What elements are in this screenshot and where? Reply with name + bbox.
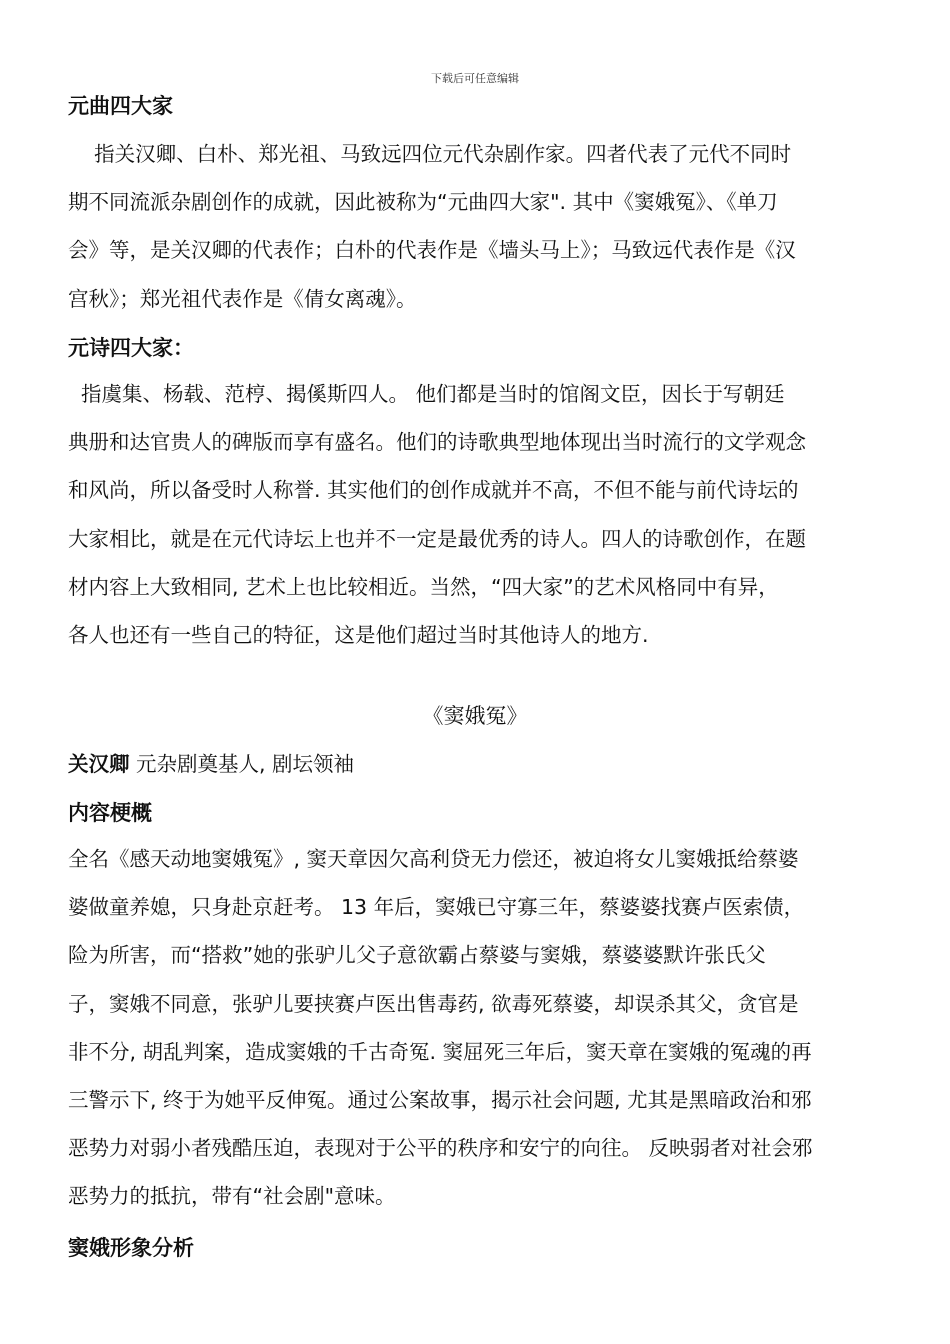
- text-line: 典册和达官贵人的碑版而享有盛名。他们的诗歌典型地体现出当时流行的文学观念: [68, 430, 806, 455]
- text-line: 大家相比，就是在元代诗坛上也并不一定是最优秀的诗人。四人的诗歌创作，在题: [68, 526, 806, 551]
- text-line: 三警示下, 终于为她平反伸冤。通过公案故事，揭示社会问题, 尤其是黑暗政治和邪: [68, 1088, 812, 1113]
- text-line: 全名《感天动地窦娥冤》, 窦天章因欠高利贷无力偿还，被迫将女儿窦娥抵给蔡婆: [68, 847, 799, 871]
- text-line: 婆做童养媳，只身赴京赶考。 13 年后，窦娥已守寡三年，蔡婆婆找赛卢医索债，: [68, 895, 805, 920]
- text-line: 险为所害，而“搭救”她的张驴儿父子意欲霸占蔡婆与窦娥，蔡婆婆默许张氏父: [68, 943, 766, 968]
- section-heading-yuanqu: 元曲四大家: [68, 93, 173, 118]
- text-line: 非不分, 胡乱判案，造成窦娥的千古奇冤. 窦屈死三年后，窦天章在窦娥的冤魂的再: [68, 1039, 812, 1064]
- text-line: 各人也还有一些自己的特征，这是他们超过当时其他诗人的地方.: [68, 623, 649, 648]
- text-line: 子，窦娥不同意，张驴儿要挟赛卢医出售毒药, 欲毒死蔡婆，却误杀其父，贪官是: [68, 991, 799, 1016]
- section-heading-yuanshi: 元诗四大家：: [68, 335, 194, 360]
- page-watermark: 下载后可任意编辑: [431, 72, 519, 85]
- author-name: 关汉卿: [68, 752, 130, 776]
- text-line: 指关汉卿、白朴、郑光祖、马致远四位元代杂剧作家。四者代表了元代不同时: [68, 142, 792, 166]
- section-heading-synopsis: 内容梗概: [68, 800, 152, 825]
- text-line: 和风尚，所以备受时人称誉. 其实他们的创作成就并不高，不但不能与前代诗坛的: [68, 478, 799, 503]
- text-line: 会》等，是关汉卿的代表作；白朴的代表作是《墙头马上》；马致远代表作是《汉: [68, 238, 796, 263]
- paragraph-synopsis: [68, 835, 883, 1221]
- paragraph-yuanqu: [68, 130, 883, 323]
- text-line: 材内容上大致相同, 艺术上也比较相近。当然，“四大家”的艺术风格同中有异，: [68, 574, 779, 599]
- text-line: 恶势力的抵抗，带有“社会剧"意味。: [68, 1184, 396, 1209]
- author-line: [68, 747, 354, 777]
- text-line: 指虞集、杨载、范梈、揭傒斯四人。 他们都是当时的馆阁文臣，因长于写朝廷: [68, 382, 785, 406]
- work-title: 《窦娥冤》: [422, 704, 528, 728]
- paragraph-yuanshi: [68, 370, 883, 659]
- text-line: 期不同流派杂剧创作的成就，因此被称为“元曲四大家". 其中《窦娥冤》、《单刀: [68, 190, 778, 215]
- author-description: 元杂剧奠基人, 剧坛领袖: [129, 752, 355, 776]
- text-line: 宫秋》；郑光祖代表作是《倩女离魂》。: [68, 286, 417, 311]
- section-heading-character: 窦娥形象分析: [68, 1235, 194, 1260]
- text-line: 恶势力对弱小者残酷压迫，表现对于公平的秩序和安宁的向往。 反映弱者对社会邪: [68, 1136, 813, 1161]
